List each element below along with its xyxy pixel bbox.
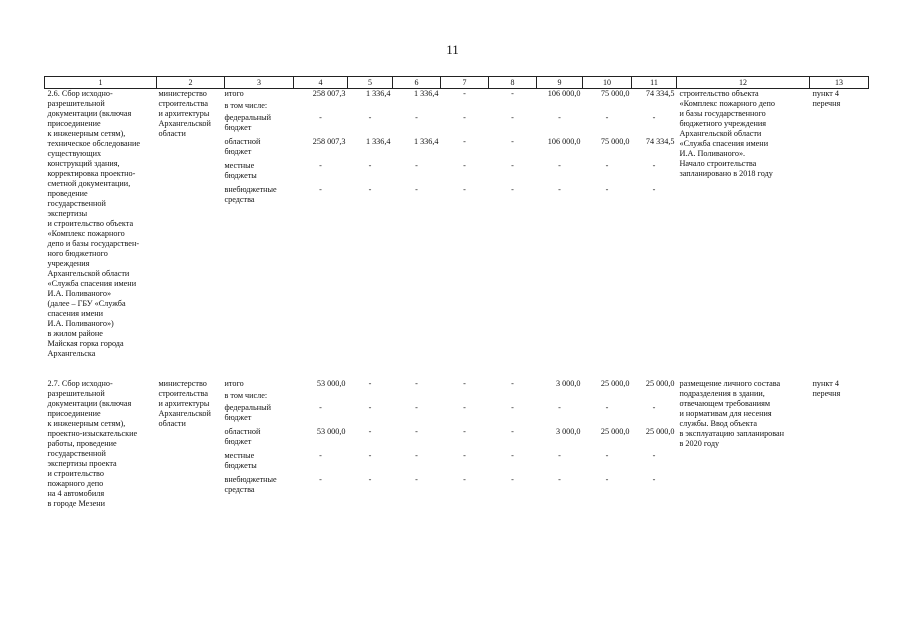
amount-cell-col-9 xyxy=(537,89,583,366)
amount-value: - xyxy=(319,113,322,122)
funding-source-label: местные xyxy=(224,451,255,460)
amount-value: 25 000,0 xyxy=(645,379,675,388)
responsible-line: и архитектуры xyxy=(158,399,210,408)
amount-value: - xyxy=(415,403,418,412)
amount-value: - xyxy=(463,451,466,460)
funding-source-label: бюджеты xyxy=(224,461,257,470)
amount-value: - xyxy=(558,403,561,412)
amount-value: - xyxy=(463,185,466,194)
column-number-3: 3 xyxy=(225,77,294,89)
funding-source xyxy=(225,101,294,113)
funding-source-label: внебюджетные xyxy=(224,475,277,484)
amount-value xyxy=(348,391,393,403)
amount-value xyxy=(537,101,583,113)
activity-name-line: Архангельской области xyxy=(47,269,130,278)
amount-value xyxy=(632,391,677,403)
funding-source xyxy=(225,379,294,391)
amount-value: - xyxy=(652,161,656,170)
amount-cell-col-5 xyxy=(348,89,393,366)
activity-name-line: «Комплекс пожарного xyxy=(47,229,125,238)
amount-value: - xyxy=(652,451,656,460)
amount-value xyxy=(294,391,348,403)
amount-value: 1 336,4 xyxy=(413,89,439,98)
activity-name-line: 2.7. Сбор исходно- xyxy=(47,379,113,388)
amount-value: - xyxy=(652,185,656,194)
funding-source-cell xyxy=(225,89,294,366)
amount-value: 1 336,4 xyxy=(365,89,391,98)
column-number-6: 6 xyxy=(393,77,441,89)
amount-value: 74 334,5 xyxy=(645,89,675,98)
amount-value xyxy=(489,391,537,403)
expected-result-line: бюджетного учреждения xyxy=(679,119,766,128)
amount-value xyxy=(632,101,677,113)
amount-value xyxy=(393,391,441,403)
amount-value: - xyxy=(463,427,466,436)
amount-value: - xyxy=(511,475,514,484)
amount-value xyxy=(583,391,632,403)
amount-value: - xyxy=(511,427,514,436)
amount-value: - xyxy=(605,403,609,412)
funding-source-label: бюджет xyxy=(224,147,252,156)
activity-name-line: (далее – ГБУ «Служба xyxy=(47,299,126,308)
amount-value xyxy=(294,101,348,113)
amount-cell-col-5 xyxy=(348,379,393,515)
funding-source-label: федеральный xyxy=(224,403,272,412)
amount-value: 258 007,3 xyxy=(312,89,346,98)
amount-cell-col-11 xyxy=(632,379,677,515)
responsible-cell xyxy=(157,379,225,515)
amount-value: - xyxy=(415,475,418,484)
table-row xyxy=(45,89,869,366)
activity-name-line: депо и базы государствен- xyxy=(47,239,140,248)
amount-value xyxy=(393,101,441,113)
amount-value: 25 000,0 xyxy=(600,379,630,388)
amount-cell-col-6 xyxy=(393,89,441,366)
expected-result-cell xyxy=(677,379,810,515)
activity-name-line: Архангельска xyxy=(47,349,96,358)
activity-name-line: проектно-изыскательские xyxy=(47,429,138,438)
funding-source xyxy=(225,427,294,451)
activity-name-line: учреждения xyxy=(47,259,90,268)
amount-value: - xyxy=(415,427,418,436)
amount-value: - xyxy=(511,89,514,98)
amount-value xyxy=(441,101,489,113)
expected-result-line: Начало строительства xyxy=(679,159,757,168)
activity-name-line: пожарного депо xyxy=(47,479,104,488)
amount-value: 53 000,0 xyxy=(316,379,346,388)
amount-value: - xyxy=(605,113,609,122)
amount-value: - xyxy=(463,137,466,146)
activity-name-line: на 4 автомобиля xyxy=(47,489,105,498)
expected-result-line: размещение личного состава xyxy=(679,379,781,388)
funding-source xyxy=(225,113,294,137)
column-number-7: 7 xyxy=(441,77,489,89)
amount-value: 258 007,3 xyxy=(312,137,346,146)
column-number-row xyxy=(45,77,869,89)
activity-name-line: разрешительной xyxy=(47,99,105,108)
amount-value: - xyxy=(558,113,561,122)
column-number-11: 11 xyxy=(632,77,677,89)
funding-source-label: в том числе: xyxy=(224,101,268,110)
amount-value: 3 000,0 xyxy=(555,379,581,388)
amount-cell-col-4 xyxy=(294,379,348,515)
funding-source-label: бюджет xyxy=(224,123,252,132)
activity-name-line: документации (включая xyxy=(47,109,132,118)
funding-source-label: средства xyxy=(224,485,255,494)
reference-cell xyxy=(810,89,869,366)
amount-value: - xyxy=(463,161,466,170)
amount-value: - xyxy=(511,113,514,122)
funding-source xyxy=(225,403,294,427)
reference-line: перечня xyxy=(812,99,841,108)
column-number-1: 1 xyxy=(45,77,157,89)
amount-value: - xyxy=(319,451,322,460)
funding-source-label: итого xyxy=(224,379,244,388)
expected-result-line: строительство объекта xyxy=(679,89,759,98)
activity-name-cell xyxy=(45,89,157,366)
amount-cell-col-11 xyxy=(632,89,677,366)
responsible-line: Архангельской xyxy=(158,409,211,418)
funding-source xyxy=(225,161,294,185)
activity-name-line: 2.6. Сбор исходно- xyxy=(47,89,113,98)
amount-cell-col-9 xyxy=(537,379,583,515)
expected-result-line: службы. Ввод объекта xyxy=(679,419,757,428)
amount-value: - xyxy=(368,113,372,122)
responsible-line: строительства xyxy=(158,99,209,108)
activity-name-line: экспертизы xyxy=(47,209,88,218)
program-table xyxy=(44,76,869,515)
activity-name-line: корректировка проектно- xyxy=(47,169,136,178)
amount-value: - xyxy=(368,379,372,388)
funding-source xyxy=(225,391,294,403)
activity-name-line: экспертизы проекта xyxy=(47,459,117,468)
amount-value: - xyxy=(463,403,466,412)
activity-name-line: разрешительной xyxy=(47,389,105,398)
activity-name-line: государственной xyxy=(47,449,106,458)
activity-name-line: документации (включая xyxy=(47,399,132,408)
funding-source-label: бюджет xyxy=(224,413,252,422)
amount-value: 25 000,0 xyxy=(645,427,675,436)
amount-value: - xyxy=(415,451,418,460)
amount-value: - xyxy=(368,403,372,412)
amount-value: - xyxy=(558,451,561,460)
amount-value: - xyxy=(368,451,372,460)
amount-value: - xyxy=(368,185,372,194)
activity-name-line: спасения имени xyxy=(47,309,104,318)
amount-value: - xyxy=(415,161,418,170)
amount-value: 75 000,0 xyxy=(600,89,630,98)
amount-value: 3 000,0 xyxy=(555,427,581,436)
funding-source-label: местные xyxy=(224,161,255,170)
funding-source-label: в том числе: xyxy=(224,391,268,400)
funding-source-label: бюджет xyxy=(224,437,252,446)
amount-value: - xyxy=(319,185,322,194)
amount-value: - xyxy=(511,137,514,146)
responsible-line: министерство xyxy=(158,379,207,388)
funding-source-label: областной xyxy=(224,427,261,436)
activity-name-line: государственной xyxy=(47,199,106,208)
activity-name-line: «Служба спасения имени xyxy=(47,279,137,288)
column-number-2: 2 xyxy=(157,77,225,89)
activity-name-line: и строительство xyxy=(47,469,104,478)
activity-name-line: в жилом районе xyxy=(47,329,103,338)
amount-value: - xyxy=(319,403,322,412)
amount-value: - xyxy=(511,379,514,388)
amount-value xyxy=(441,391,489,403)
column-number-12: 12 xyxy=(677,77,810,89)
amount-value: - xyxy=(511,403,514,412)
funding-source-label: областной xyxy=(224,137,261,146)
reference-cell xyxy=(810,379,869,515)
expected-result-line: Архангельской области xyxy=(679,129,762,138)
amount-cell-col-7 xyxy=(441,89,489,366)
table-body xyxy=(45,89,869,516)
amount-cell-col-10 xyxy=(583,379,632,515)
activity-name-line: к инженерным сетям), xyxy=(47,419,126,428)
funding-source-label: средства xyxy=(224,195,255,204)
amount-value: - xyxy=(463,379,466,388)
reference-line: перечня xyxy=(812,389,841,398)
amount-value: - xyxy=(415,113,418,122)
funding-source-label: федеральный xyxy=(224,113,272,122)
amount-value: 106 000,0 xyxy=(547,89,581,98)
responsible-line: строительства xyxy=(158,389,209,398)
column-number-4: 4 xyxy=(294,77,348,89)
activity-name-line: Майская горка города xyxy=(47,339,124,348)
amount-value: - xyxy=(605,451,609,460)
activity-name-line: присоединение xyxy=(47,119,101,128)
activity-name-line: существующих xyxy=(47,149,102,158)
expected-result-line: «Служба спасения имени xyxy=(679,139,769,148)
funding-source xyxy=(225,451,294,475)
activity-name-line: работы, проведение xyxy=(47,439,117,448)
amount-value: 106 000,0 xyxy=(547,137,581,146)
column-number-13: 13 xyxy=(810,77,869,89)
responsible-line: области xyxy=(158,419,186,428)
amount-value: 1 336,4 xyxy=(413,137,439,146)
amount-value: - xyxy=(463,475,466,484)
amount-value: - xyxy=(368,475,372,484)
amount-value: - xyxy=(558,161,561,170)
expected-result-line: и нормативам для несения xyxy=(679,409,772,418)
activity-name-line: И.А. Поливаного» xyxy=(47,289,112,298)
page-number: 11 xyxy=(446,42,459,57)
responsible-line: области xyxy=(158,129,186,138)
activity-name-line: ного бюджетного xyxy=(47,249,108,258)
amount-value: 53 000,0 xyxy=(316,427,346,436)
reference-line: пункт 4 xyxy=(812,89,839,98)
column-number-10: 10 xyxy=(583,77,632,89)
amount-value: - xyxy=(558,475,561,484)
activity-name-line: присоединение xyxy=(47,409,101,418)
amount-cell-col-8 xyxy=(489,379,537,515)
amount-value: - xyxy=(605,161,609,170)
amount-value xyxy=(348,101,393,113)
amount-cell-col-8 xyxy=(489,89,537,366)
amount-value: 75 000,0 xyxy=(600,137,630,146)
funding-source-cell xyxy=(225,379,294,515)
amount-cell-col-4 xyxy=(294,89,348,366)
funding-source xyxy=(225,137,294,161)
activity-name-line: проведение xyxy=(47,189,88,198)
amount-cell-col-10 xyxy=(583,89,632,366)
column-number-8: 8 xyxy=(489,77,537,89)
amount-cell-col-7 xyxy=(441,379,489,515)
amount-value: - xyxy=(511,451,514,460)
expected-result-line: подразделения в здании, xyxy=(679,389,765,398)
expected-result-line: и базы государственного xyxy=(679,109,766,118)
expected-result-line: отвечающем требованиям xyxy=(679,399,771,408)
amount-value xyxy=(489,101,537,113)
responsible-line: министерство xyxy=(158,89,207,98)
amount-value: - xyxy=(368,161,372,170)
funding-source xyxy=(225,475,294,499)
amount-value: - xyxy=(415,379,418,388)
amount-value: - xyxy=(558,185,561,194)
activity-name-line: и строительство объекта xyxy=(47,219,134,228)
funding-source-label: итого xyxy=(224,89,244,98)
amount-cell-col-6 xyxy=(393,379,441,515)
funding-source xyxy=(225,89,294,101)
amount-value: - xyxy=(652,475,656,484)
activity-name-line: техническое обследование xyxy=(47,139,141,148)
activity-name-line: в городе Мезени xyxy=(47,499,105,508)
activity-name-line: конструкций здания, xyxy=(47,159,120,168)
column-number-9: 9 xyxy=(537,77,583,89)
table-row xyxy=(45,379,869,515)
amount-value xyxy=(583,101,632,113)
responsible-line: и архитектуры xyxy=(158,109,210,118)
column-number-5: 5 xyxy=(348,77,393,89)
funding-source-label: бюджеты xyxy=(224,171,257,180)
expected-result-line: в эксплуатацию запланирован xyxy=(679,429,785,438)
amount-value: - xyxy=(319,161,322,170)
amount-value: 1 336,4 xyxy=(365,137,391,146)
responsible-line: Архангельской xyxy=(158,119,211,128)
expected-result-line: запланировано в 2018 году xyxy=(679,169,773,178)
amount-value: - xyxy=(652,403,656,412)
amount-value: - xyxy=(511,185,514,194)
activity-name-line: И.А. Поливаного») xyxy=(47,319,114,328)
expected-result-cell xyxy=(677,89,810,366)
activity-name-cell xyxy=(45,379,157,515)
expected-result-line: И.А. Поливаного». xyxy=(679,149,746,158)
reference-line: пункт 4 xyxy=(812,379,839,388)
activity-name-line: сметной документации, xyxy=(47,179,131,188)
funding-source-label: внебюджетные xyxy=(224,185,277,194)
funding-source xyxy=(225,185,294,209)
amount-value: 74 334,5 xyxy=(645,137,675,146)
amount-value xyxy=(537,391,583,403)
amount-value: - xyxy=(463,113,466,122)
expected-result-line: в 2020 году xyxy=(679,439,720,448)
responsible-cell xyxy=(157,89,225,366)
expected-result-line: «Комплекс пожарного депо xyxy=(679,99,776,108)
amount-value: - xyxy=(605,185,609,194)
amount-value: - xyxy=(511,161,514,170)
activity-name-line: к инженерным сетям), xyxy=(47,129,126,138)
amount-value: - xyxy=(605,475,609,484)
row-gap xyxy=(45,365,869,379)
amount-value: - xyxy=(463,89,466,98)
amount-value: - xyxy=(368,427,372,436)
amount-value: - xyxy=(319,475,322,484)
amount-value: - xyxy=(415,185,418,194)
amount-value: 25 000,0 xyxy=(600,427,630,436)
amount-value: - xyxy=(652,113,656,122)
